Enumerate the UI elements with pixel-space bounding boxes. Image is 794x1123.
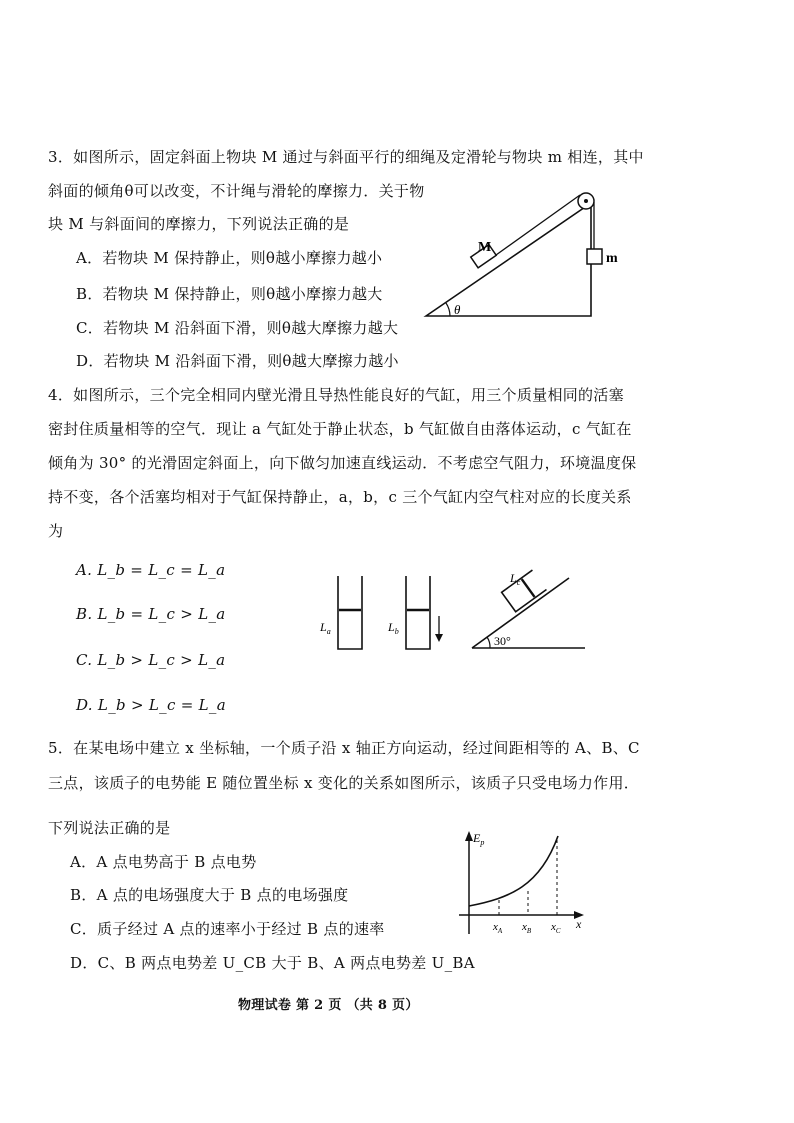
pulley-axle xyxy=(584,199,588,203)
incline-surface xyxy=(472,578,569,648)
cylinder-a xyxy=(338,576,362,649)
block-m xyxy=(587,249,602,264)
rope-incline xyxy=(496,195,580,255)
label-M: M xyxy=(478,240,492,255)
q4-option-b: B. L_b = L_c > L_a xyxy=(76,605,226,623)
q3-stem-line-1: 3．如图所示，固定斜面上物块 M 通过与斜面平行的细绳及定滑轮与物块 m 相连，其中 xyxy=(48,148,644,166)
label-Lc: $L_c$ xyxy=(510,571,521,587)
q5-option-a: A．A 点电势高于 B 点电势 xyxy=(70,853,257,871)
tick-xA: $x_A$ xyxy=(493,921,503,935)
cylinder-c xyxy=(502,570,547,612)
y-axis-arrow-icon xyxy=(465,831,473,841)
q5-stem-line-3: 下列说法正确的是 xyxy=(48,819,171,837)
piston-c xyxy=(522,579,535,597)
q3-stem-line-3: 块 M 与斜面间的摩擦力，下列说法正确的是 xyxy=(48,215,350,233)
q3-option-a: A．若物块 M 保持静止，则θ越小摩擦力越小 xyxy=(76,249,383,267)
q5-option-c: C．质子经过 A 点的速率小于经过 B 点的速率 xyxy=(70,920,385,938)
q5-option-b: B．A 点的电场强度大于 B 点的电场强度 xyxy=(70,886,349,904)
incline-triangle xyxy=(426,203,591,316)
angle-arc xyxy=(446,303,450,316)
q5-stem-line-2: 三点，该质子的电势能 E 随位置坐标 x 变化的关系如图所示，该质子只受电场力作用． xyxy=(48,774,640,792)
q3-option-c: C．若物块 M 沿斜面下滑，则θ越大摩擦力越大 xyxy=(76,319,399,337)
angle-arc-30 xyxy=(487,637,490,648)
q4-option-d: D. L_b > L_c = L_a xyxy=(76,696,226,714)
q3-incline-figure xyxy=(420,185,630,325)
q4-option-c: C. L_b > L_c > L_a xyxy=(76,651,226,669)
tick-xB: $x_B$ xyxy=(522,921,532,935)
q4-stem-line-4: 持不变，各个活塞均相对于气缸保持静止，a，b，c 三个气缸内空气柱对应的长度关系 xyxy=(48,488,632,506)
q4-stem-line-5: 为 xyxy=(48,522,64,540)
q3-stem-line-2: 斜面的倾角θ可以改变，不计绳与滑轮的摩擦力．关于物 xyxy=(48,182,425,200)
y-axis-label: $E_p$ xyxy=(473,831,485,847)
label-30deg: 30° xyxy=(494,634,511,648)
page-footer: 物理试卷 第 2 页 （共 8 页） xyxy=(238,998,419,1013)
q3-option-b: B．若物块 M 保持静止，则θ越小摩擦力越大 xyxy=(76,285,383,303)
q5-energy-graph xyxy=(455,828,590,940)
q3-option-d: D．若物块 M 沿斜面下滑，则θ越大摩擦力越小 xyxy=(76,352,399,370)
down-arrow-icon xyxy=(435,616,443,642)
q4-cylinders-figure xyxy=(310,566,600,661)
q4-option-a: A. L_b = L_c = L_a xyxy=(76,561,226,579)
q4-stem-line-1: 4．如图所示，三个完全相同内壁光滑且导热性能良好的气缸，用三个质量相同的活塞 xyxy=(48,386,624,404)
q4-stem-line-3: 倾角为 30° 的光滑固定斜面上，向下做匀加速直线运动．不考虑空气阻力，环境温度保 xyxy=(48,454,637,472)
q5-option-d: D．C、B 两点电势差 U_CB 大于 B、A 两点电势差 U_BA xyxy=(70,954,475,972)
label-theta: θ xyxy=(454,302,461,317)
q5-stem-line-1: 5．在某电场中建立 x 坐标轴，一个质子沿 x 轴正方向运动，经过间距相等的 A、B、C xyxy=(48,739,640,757)
cylinder-b xyxy=(406,576,430,649)
tick-xC: $x_C$ xyxy=(551,921,561,935)
label-m: m xyxy=(606,251,618,266)
label-Lb: $L_b$ xyxy=(388,620,399,636)
label-La: $L_a$ xyxy=(320,620,331,636)
q4-stem-line-2: 密封住质量相等的空气．现让 a 气缸处于静止状态，b 气缸做自由落体运动，c 气缸在 xyxy=(48,420,632,438)
x-axis-label: x xyxy=(576,917,582,931)
